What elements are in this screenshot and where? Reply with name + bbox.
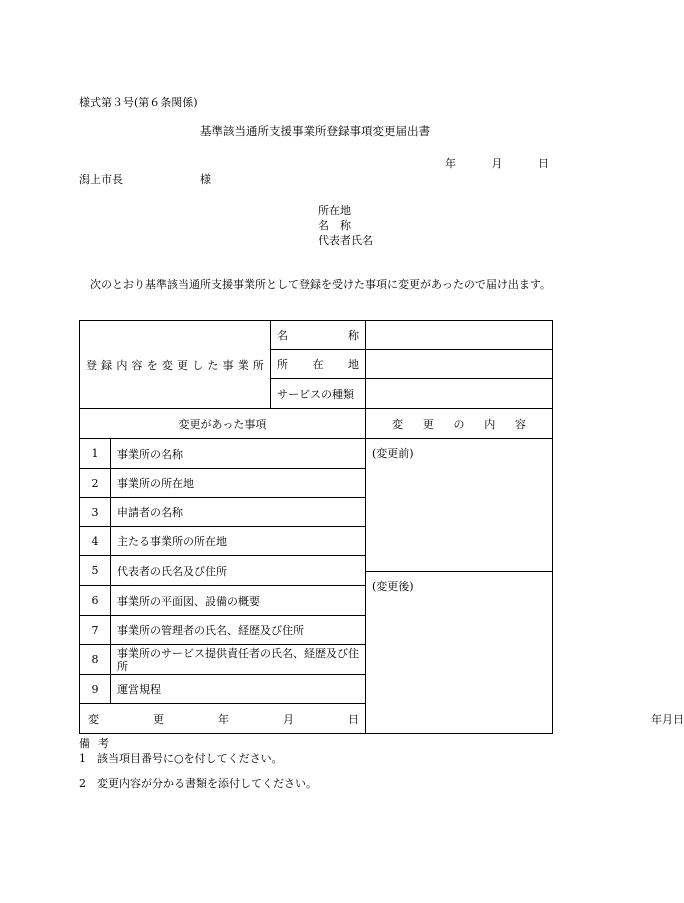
item-label: 事業所の管理者の氏名、経歴及び住所: [111, 616, 366, 645]
item-number[interactable]: 4: [80, 527, 111, 556]
item-label: 申請者の名称: [111, 498, 366, 527]
item-label: 事業所の平面図、設備の概要: [111, 586, 366, 616]
form-number: 様式第３号(第６条関係): [79, 96, 198, 109]
office-address-label: 所 在 地: [271, 350, 366, 379]
item-number[interactable]: 1: [80, 439, 111, 469]
change-content-header: 変 更 の 内 容: [366, 409, 553, 439]
item-label: 主たる事業所の所在地: [111, 527, 366, 556]
date-month-label: 月: [491, 157, 503, 170]
date-year-label: 年: [445, 157, 456, 170]
change-notification-table: [79, 320, 684, 734]
after-change-label: (変更後): [372, 580, 414, 593]
applicant-block: [318, 203, 373, 248]
submission-date-line: [445, 157, 549, 170]
after-change-cell[interactable]: [366, 572, 553, 734]
office-name-value[interactable]: [366, 321, 553, 350]
item-label: 事業所のサービス提供責任者の氏名、経歴及び住所: [111, 645, 366, 675]
service-type-value[interactable]: [366, 379, 553, 409]
before-change-cell[interactable]: [366, 439, 553, 572]
item-label: 事業所の所在地: [111, 469, 366, 498]
item-number[interactable]: 8: [80, 645, 111, 675]
office-name-row: [80, 321, 553, 350]
notes-heading: 備 考: [79, 737, 109, 750]
item-label: 運営規程: [111, 675, 366, 704]
item-number[interactable]: 2: [80, 469, 111, 498]
item-label: 事業所の名称: [111, 439, 366, 469]
item-number[interactable]: 5: [80, 556, 111, 586]
note-item: 2 変更内容が分かる書類を添付してください。: [79, 777, 317, 790]
item-number[interactable]: 3: [80, 498, 111, 527]
addressee: [79, 173, 211, 186]
service-type-label: サービスの種類: [271, 379, 366, 409]
addressee-suffix: 様: [200, 173, 211, 186]
office-section-label: 登 録 内 容 を 変 更 し た 事 業 所: [80, 321, 271, 409]
before-change-label: (変更前): [372, 447, 414, 460]
office-name-label: 名 称: [271, 321, 366, 350]
item-label: 代表者の氏名及び住所: [111, 556, 366, 586]
statement-text: 次のとおり基準該当通所支援事業所として登録を受けた事項に変更があったので届け出ます。: [90, 278, 552, 291]
applicant-name-label: 名 称: [318, 219, 351, 232]
addressee-name: 潟上市長: [79, 173, 123, 186]
change-date-row: 変 更 年 月 日 年 月 日: [80, 704, 553, 734]
note-item: 1 該当項目番号に○を付してください。: [79, 752, 283, 765]
document-title: 基準該当通所支援事業所登録事項変更届出書: [200, 124, 430, 138]
date-day-label: 日: [538, 157, 549, 170]
change-date-label: 変 更 年 月 日: [80, 704, 366, 734]
item-number[interactable]: 9: [80, 675, 111, 704]
office-address-value[interactable]: [366, 350, 553, 379]
table-row: [80, 439, 553, 469]
changes-header-row: [80, 409, 553, 439]
applicant-representative-label: 代表者氏名: [318, 234, 373, 247]
changed-items-header: 変更があった事項: [80, 409, 366, 439]
item-number[interactable]: 6: [80, 586, 111, 616]
item-number[interactable]: 7: [80, 616, 111, 645]
applicant-address-label: 所在地: [318, 204, 351, 217]
